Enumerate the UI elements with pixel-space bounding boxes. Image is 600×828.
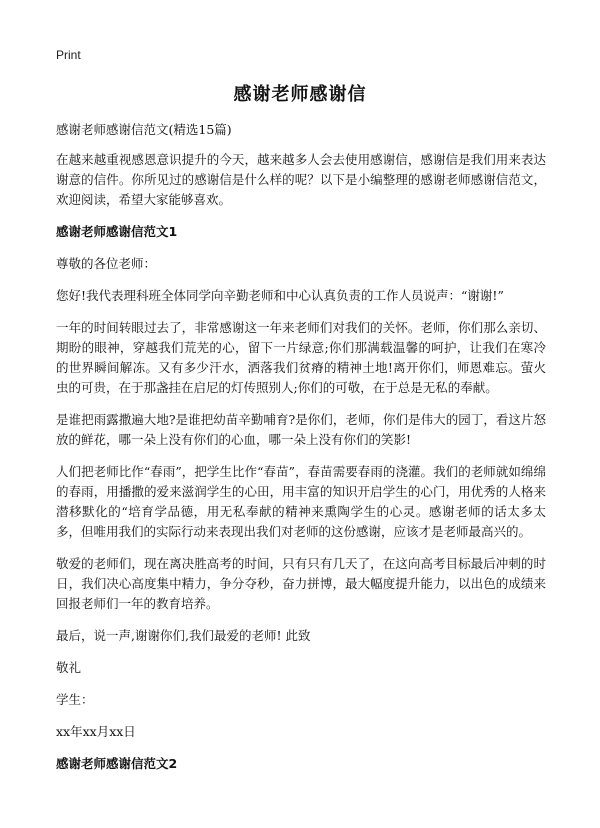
date: xx年xx月xx日 bbox=[56, 724, 136, 739]
paragraph-5: 敬爱的老师们，现在离决胜高考的时间，只有只有几天了，在这向高考目标最后冲刺的时日，我们决心高度集中精力，争分夺秒，奋力拼博，最大幅度提升能力，以出色的成绩来回报老师们一年的教育培养。 bbox=[56, 556, 546, 611]
section-heading-2: 感谢老师感谢信范文2 bbox=[56, 756, 178, 771]
section-heading-1: 感谢老师感谢信范文1 bbox=[56, 224, 178, 239]
signature: 学生： bbox=[56, 692, 94, 707]
page-title: 感谢老师感谢信 bbox=[233, 84, 367, 105]
paragraph-4: 人们把老师比作“春雨”，把学生比作“春苗”，春苗需要春雨的浇灌。我们的老师就如绵绵的春雨，用播撒的爱来滋润学生的心田，用丰富的知识开启学生的心门，用优秀的人格来潜移默化的“培育学品德，用无私奉献的精神来熏陶学生的心灵。感谢老师的话太多太多，但唯用我们的实际行动来表现出我们对老师的这份感谢，应该才是老师最高兴的。 bbox=[56, 464, 546, 539]
paragraph-3: 是谁把雨露撒遍大地?是谁把幼苗辛勤哺育?是你们，老师，你们是伟大的园丁，看这片怒放的鲜花，哪一朵上没有你们的心血，哪一朵上没有你们的笑影! bbox=[56, 412, 546, 447]
closing: 敬礼 bbox=[56, 660, 82, 675]
paragraph-6: 最后，说一声,谢谢你们,我们最爱的老师! 此致 bbox=[56, 628, 311, 643]
article-body bbox=[56, 120, 546, 786]
intro-line: 感谢老师感谢信范文(精选15篇) bbox=[56, 122, 232, 137]
paragraph-2: 一年的时间转眼过去了，非常感谢这一年来老师们对我们的关怀。老师，你们那么亲切、期盼的眼神，穿越我们荒芜的心，留下一片绿意;你们那满载温馨的呵护，让我们在寒冷的世界瞬间解冻。又有多少汗水，洒落我们贫瘠的精神土地!离开你们，师恩难忘。萤火虫的可贵，在于那盏挂在启尼的灯传照别人;你们的可敬，在于总是无私的奉献。 bbox=[56, 320, 546, 395]
paragraph-1: 您好!我代表理科班全体同学向辛勤老师和中心认真负责的工作人员说声：“谢谢!” bbox=[56, 288, 504, 303]
greeting: 尊敬的各位老师： bbox=[56, 256, 157, 271]
lead-paragraph: 在越来越重视感恩意识提升的今天，越来越多人会去使用感谢信，感谢信是我们用来表达谢意的信件。你所见过的感谢信是什么样的呢？以下是小编整理的感谢老师感谢信范文，欢迎阅读，希望大家能够喜欢。 bbox=[56, 152, 546, 207]
print-link[interactable]: Print bbox=[56, 48, 81, 62]
